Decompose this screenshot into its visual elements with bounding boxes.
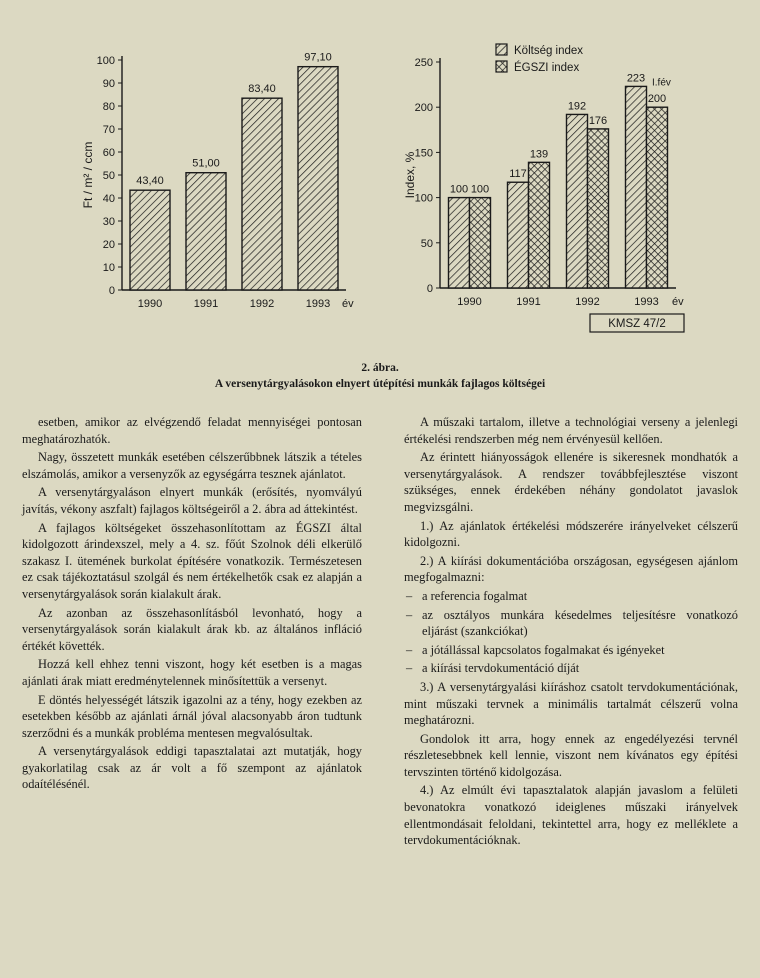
bar-value-label: 192 [567, 100, 587, 113]
legend-label: ÉGSZI index [514, 62, 580, 74]
x-tick-label: 1993 [634, 296, 659, 308]
list-item [404, 660, 738, 677]
x-unit-label: év [672, 296, 684, 308]
bar-value-label: 200 [647, 93, 667, 106]
text-column-left [22, 414, 362, 795]
list-item-text: a referencia fogalmat [422, 588, 528, 603]
list-item [404, 607, 738, 640]
paragraph: A versenytárgyaláson elnyert munkák (erősítés, nyomvályú javítás, vékony aszfalt) fajlagos költségeiről a 2. ábra ad áttekintést. [22, 485, 362, 516]
text-column-right [404, 414, 738, 851]
paragraph: A versenytárgyalások eddigi tapasztalatai azt mutatják, hogy gyakorlatilag csak az ár volt a fő szempont az ajánlatok odaítélésénél. [22, 744, 362, 792]
list-item-text: a jótállással kapcsolatos fogalmakat és igényeket [422, 642, 665, 657]
y-tick-label: 60 [102, 147, 115, 159]
x-tick-label: 1991 [193, 298, 219, 310]
bar-koltseg [626, 86, 647, 288]
bar [186, 173, 226, 290]
y-tick-label: 0 [426, 283, 433, 295]
bar-egszi [647, 107, 668, 288]
bar-value-label: 176 [588, 114, 608, 127]
bar [130, 190, 170, 290]
y-tick-label: 150 [414, 147, 433, 160]
paragraph: 1.) Az ajánlatok értékelési módszerére irányelveket célszerű kidolgozni. [404, 518, 738, 550]
paragraph: esetben, amikor az elvégzendő feladat mennyiségei pontosan meghatározhatók. [22, 415, 362, 446]
dash-mark: – [406, 642, 413, 657]
chart-index [400, 38, 700, 348]
x-tick-label: 1991 [516, 296, 541, 308]
bar [298, 67, 338, 290]
chart-unit-cost [70, 38, 370, 318]
legend-swatch [496, 44, 507, 55]
paragraph: Az érintett hiányosságok ellenére is sikeresnek mondhatók a versenytárgyalások. A rendszer továbbfejlesztése viszont szükséges, ennek érdekében néhány gondolatot javaslok megvizsgálni. [404, 450, 738, 514]
bar-koltseg [567, 114, 588, 288]
bar-egszi [529, 162, 550, 288]
bar-value-label: 43,40 [136, 175, 164, 188]
legend-label: Költség index [514, 45, 584, 57]
x-tick-label: 1990 [137, 298, 163, 310]
bar-value-label: 97,10 [304, 51, 332, 64]
bar-egszi [470, 198, 491, 288]
figure-caption: A versenytárgyalásokon elnyert útépítési munkák fajlagos költségei [214, 378, 546, 390]
dash-mark: – [406, 607, 413, 622]
paragraph: E döntés helyességét látszik igazolni az a tény, hogy ezekben az esetekben később az ajánlati árnál jóval alacsonyabb áron tudtunk szerződni és a munkák probléma mentesen megvalósultak. [22, 692, 362, 740]
paragraph: A fajlagos költségeket összehasonlítottam az ÉGSZI által kidolgozott árindexszel, mely a 4. sz. főút Szolnok déli elkerülő szakasz I. ütemének burkolat építésére vonatkozik. Természetesen ez csak tájékoztatásul szolgál és nem értékelhetők csak ez alapján a versenytárgyalások során kialakult árak. [22, 520, 362, 601]
paragraph: Az azonban az összehasonlításból levonható, hogy a versenytárgyalások során kialakult árak kb. az általános infláció értékét követték. [22, 605, 362, 653]
paragraph: 3.) A versenytárgyalási kiíráshoz csatolt tervdokumentációnak, mint műszaki tervnek a minimális tartalmát célszerű volna meghatározni. [404, 679, 738, 728]
bar-egszi [588, 129, 609, 288]
stamp-label: KMSZ 47/2 [608, 318, 666, 330]
list-item-text: az osztályos munkára késedelmes teljesítésre vonatkozó eljárást (szankciókat) [422, 607, 738, 639]
bar [242, 98, 282, 290]
y-tick-label: 50 [102, 170, 115, 182]
bar-koltseg [449, 198, 470, 288]
paragraph: Gondolok itt arra, hogy ennek az engedélyezési tervnél részletesebbnek kell lennie, viszont nem kívánatos egy építési tervszinten történő kidolgozása. [404, 731, 738, 779]
bar-value-label: 51,00 [192, 157, 220, 170]
figure-number: 2. ábra. [361, 362, 399, 374]
list-item-text: a kiírási tervdokumentáció díját [422, 661, 580, 676]
paragraph: 4.) Az elmúlt évi tapasztalatok alapján javaslom a felületi bevonatokra vonatkozó ideiglenes műszaki irányelvek ellentmondásait feloldani, tekintettel arra, hogy ez melléklete a tervdokumentációknak. [404, 783, 738, 848]
y-tick-label: 10 [102, 262, 115, 274]
dash-mark: – [406, 661, 413, 676]
x-tick-label: 1992 [249, 298, 275, 310]
y-axis-label: Ft / m² / ccm [81, 141, 95, 209]
bar-value-label: 139 [529, 148, 549, 161]
bar-value-label: 83,40 [248, 83, 276, 96]
y-tick-label: 30 [102, 216, 115, 228]
y-tick-label: 90 [102, 78, 115, 90]
y-tick-label: 80 [102, 101, 115, 113]
y-tick-label: 100 [96, 55, 115, 67]
annotation-label: I.fév [652, 77, 671, 89]
paragraph: A műszaki tartalom, illetve a technológiai verseny a jelenlegi értékelési rendszerben még nem érvényesül kellően. [404, 415, 738, 446]
dash-mark: – [406, 588, 413, 603]
y-axis-label: Index, % [403, 151, 417, 199]
x-tick-label: 1992 [575, 296, 600, 308]
legend-swatch [496, 61, 507, 72]
paragraph: Hozzá kell ehhez tenni viszont, hogy két esetben is a magas ajánlati árak miatt eredménytelennek minősítettük a versenyt. [22, 657, 362, 688]
y-tick-label: 50 [420, 237, 433, 250]
list-item [404, 588, 738, 605]
y-tick-label: 20 [102, 239, 115, 251]
paragraph: Nagy, összetett munkák esetében célszerűbbnek látszik a tételes elszámolás, amikor a versenyzők az egységárra tesznek ajánlatot. [22, 450, 362, 481]
bar-value-label: 100 [449, 183, 469, 196]
paragraph: 2.) A kiírási dokumentációba országosan, egységesen ajánlom megfogalmazni: [404, 553, 738, 585]
bar-value-label: 223 [626, 72, 646, 85]
y-tick-label: 250 [414, 57, 433, 69]
x-tick-label: 1990 [457, 296, 482, 308]
bar-value-label: 100 [470, 183, 490, 196]
bar-koltseg [508, 182, 529, 288]
y-tick-label: 70 [102, 124, 115, 136]
x-tick-label: 1993 [305, 298, 331, 310]
bar-value-label: 117 [509, 168, 527, 181]
y-tick-label: 0 [108, 285, 115, 297]
x-unit-label: év [342, 298, 354, 310]
y-tick-label: 100 [414, 192, 433, 205]
list-item [404, 642, 738, 659]
y-tick-label: 200 [414, 102, 433, 115]
y-tick-label: 40 [102, 193, 115, 205]
